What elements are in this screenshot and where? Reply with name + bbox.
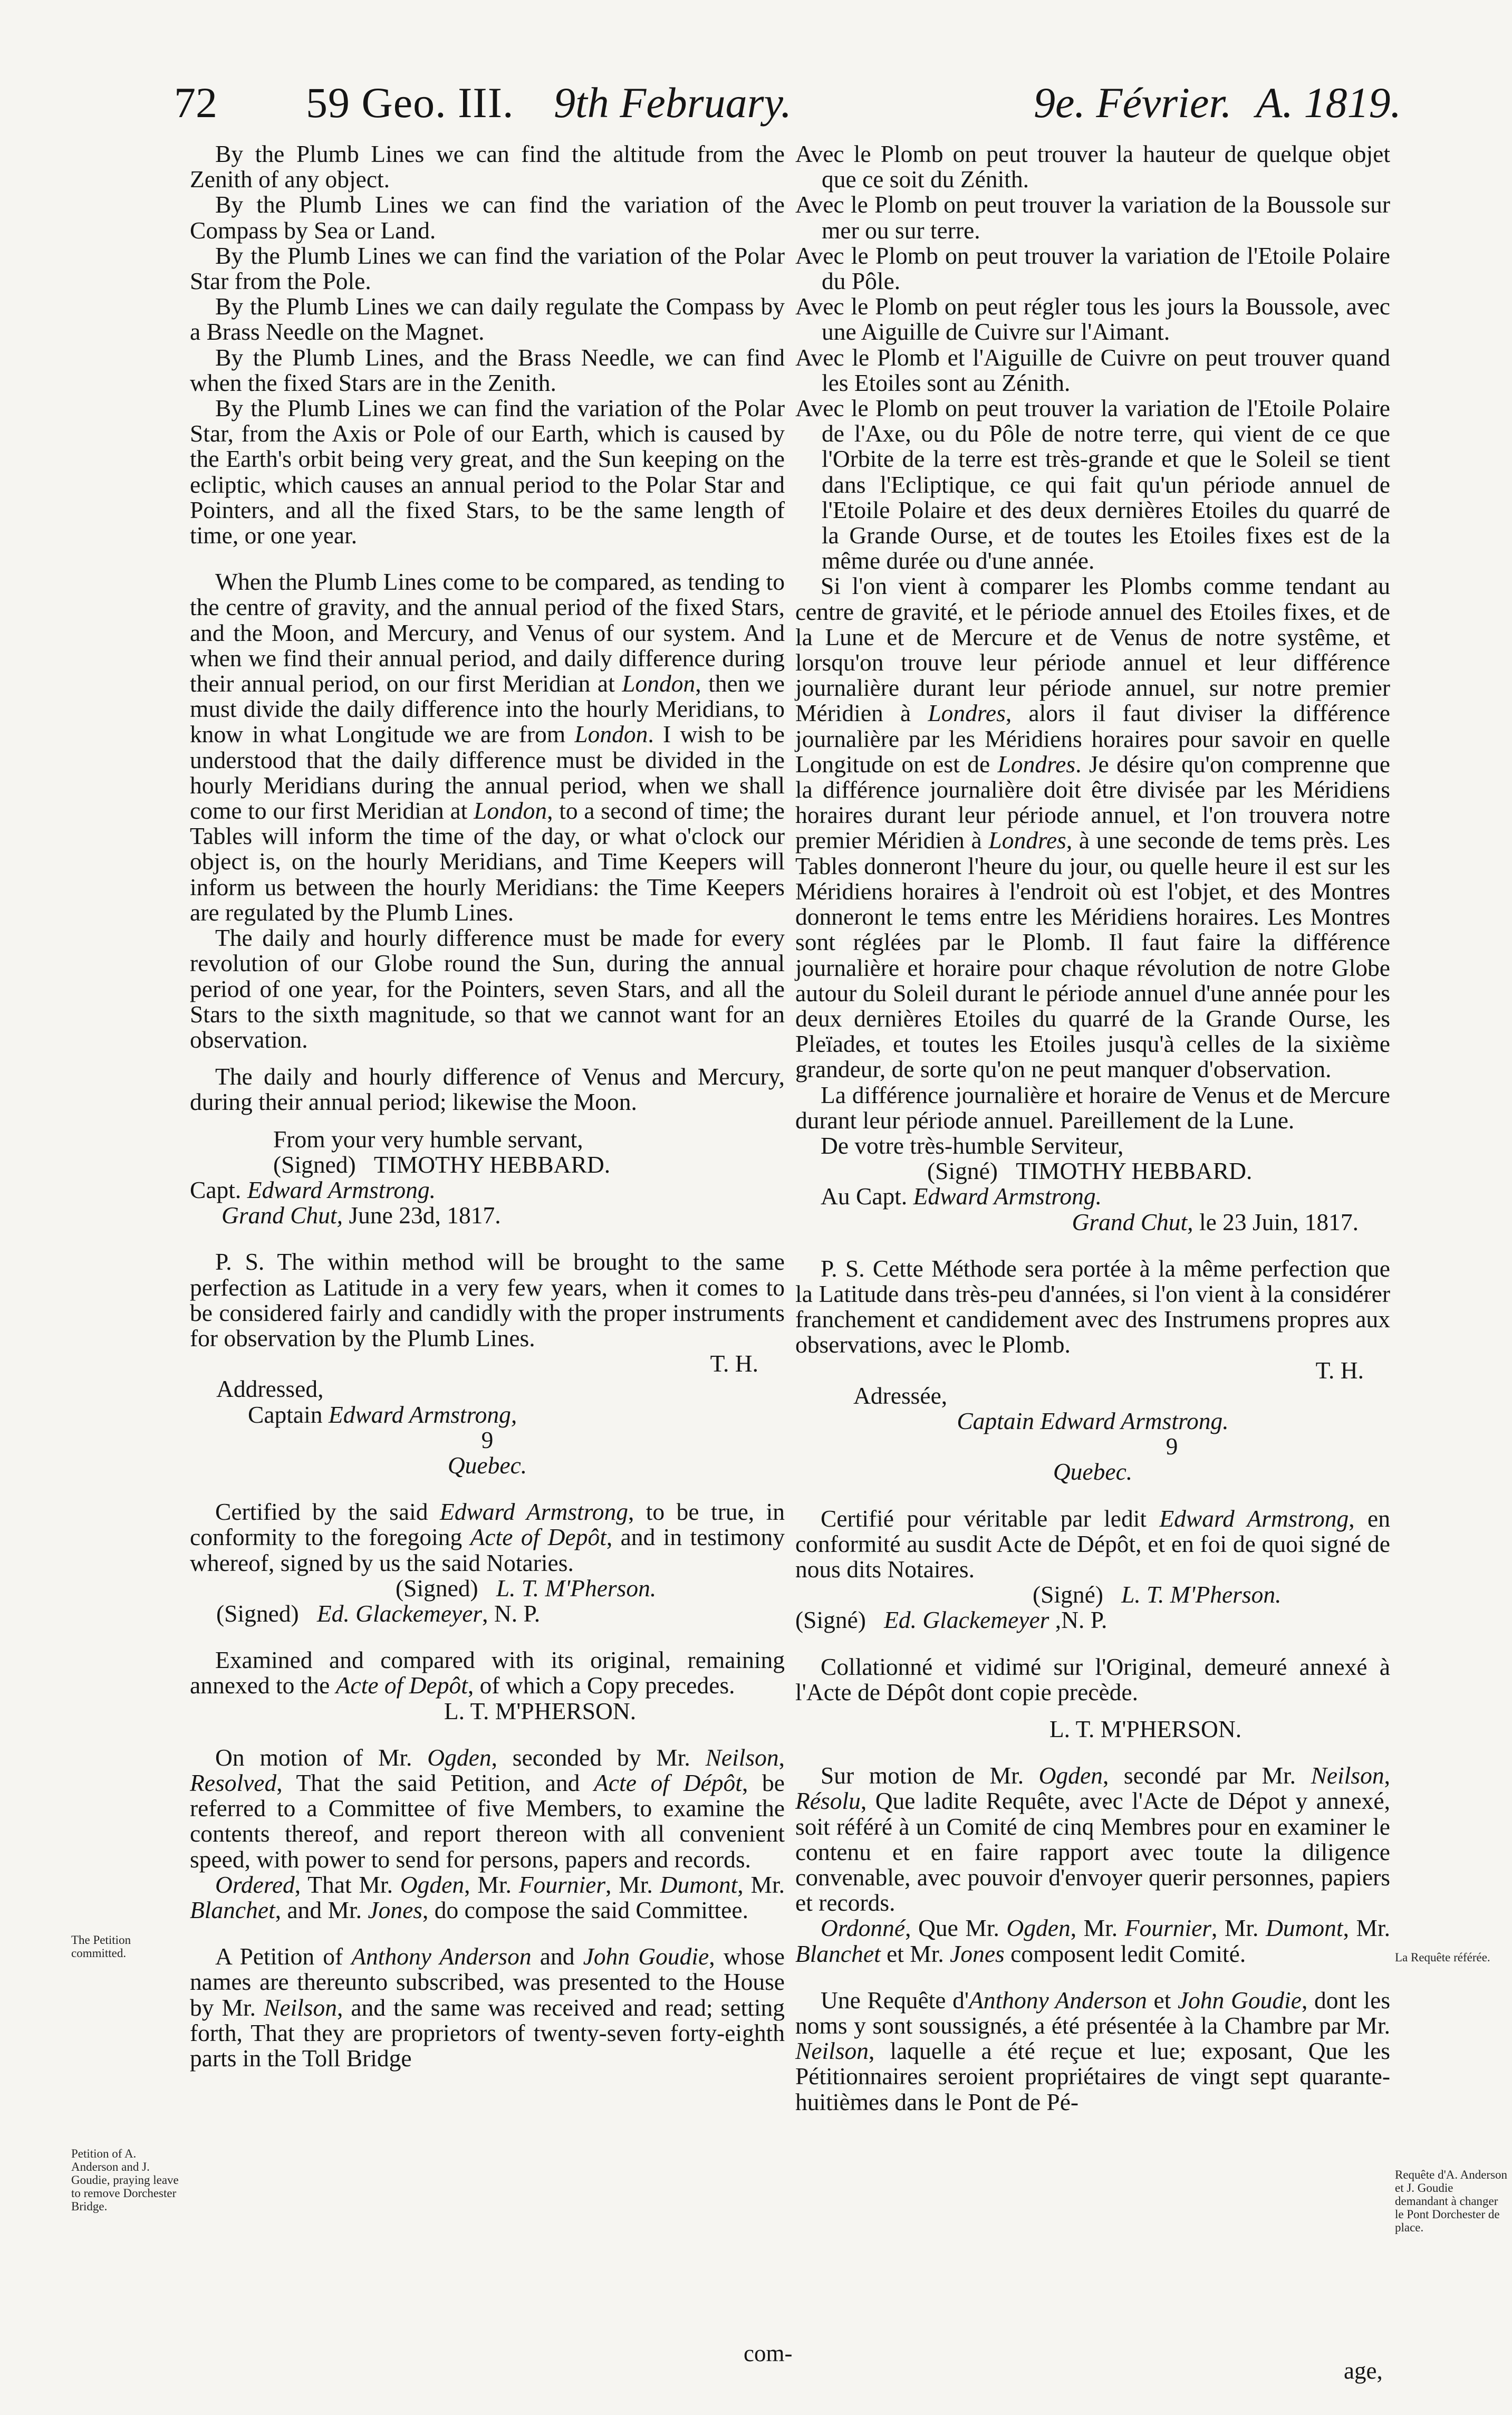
paragraph: Avec le Plomb on peut trouver la variation de l'Etoile Polaire de l'Axe, ou du Pôle de notre terre, qui vient de ce que l'Orbite de la terre est très-grande et que le Soleil se tient dans l'Ecliptique, ce qui fait qu'un période annuel de l'Etoile Polaire et des deux dernières Etoiles du quarré de la Grande Ourse, et de toutes les Etoiles fixes est de la même durée ou d'une année. [795, 395, 1390, 574]
address-city: Quebec. [447, 1451, 527, 1479]
address-name: Captain Edward Armstrong, [248, 1401, 517, 1428]
motion-paragraph: Sur motion de Mr. Ogden, secondé par Mr. Neilson, Résolu, Que ladite Requête, avec l'Acte de Dépot y annexé, soit référé à un Comité de cinq Membres pour en examiner le contenu et en faire rapport avec toute la diligence convenable, avec pouvoir d'envoyer querir personnes, papiers et records. [795, 1762, 1390, 1916]
postscript: P. S. The within method will be brought to the same perfection as Latitude in a very few years, when it comes to be considered fairly and candidly with the proper instruments for observation by the Plumb Lines. [190, 1248, 785, 1352]
paragraph: Avec le Plomb et l'Aiguille de Cuivre on peut trouver quand les Etoiles sont au Zénith. [795, 343, 1390, 396]
signature-line: (Signé) TIMOTHY HEBBARD. [927, 1157, 1253, 1185]
margin-note: Petition of A. Anderson and J. Goudie, praying leave to remove Dorchester Bridge. [71, 2147, 179, 2213]
paragraph: Avec le Plomb on peut trouver la variation de l'Etoile Polaire du Pôle. [795, 242, 1390, 295]
page-number: 72 [174, 79, 217, 127]
letter-closing: De votre très-humble Serviteur, [821, 1132, 1124, 1159]
examiner-signature: L. T. M'PHERSON. [444, 1697, 637, 1724]
postscript-initials: T. H. [1315, 1356, 1364, 1384]
address-number: 9 [1166, 1433, 1178, 1460]
examination-note: Collationné et vidimé sur l'Original, demeuré annexé à l'Acte de Dépôt dont copie precède. [795, 1653, 1390, 1705]
year: A. 1819. [1256, 79, 1401, 127]
notary-signature: (Signé) L. T. M'Pherson. [1033, 1581, 1282, 1608]
addressee-line: Capt. Edward Armstrong. [190, 1176, 436, 1203]
certification: Certified by the said Edward Armstrong, to be true, in conformity to the foregoing Acte of Depôt, and in testimony whereof, signed by us the said Notaries. [190, 1498, 785, 1576]
margin-note: The Petition committed. [71, 1933, 131, 1960]
paragraph: Avec le Plomb on peut trouver la hauteur de quelque objet que ce soit du Zénith. [795, 140, 1390, 193]
margin-note: Requête d'A. Anderson et J. Goudie demandant à changer le Pont Dorchester de place. [1395, 2168, 1508, 2234]
paragraph: By the Plumb Lines we can find the variation of the Polar Star, from the Axis or Pole of our Earth, which is caused by the Earth's orbit being very great, and the Sun keeping on the ecliptic, which causes an annual period to the Polar Star and Pointers, and all the fixed Stars, to be the same length of time, or one year. [190, 395, 785, 549]
addressed-label: Addressed, [216, 1375, 324, 1403]
addressed-label: Adressée, [853, 1382, 948, 1409]
date-french: 9e. Février. [1034, 79, 1232, 127]
paragraph: La différence journalière et horaire de Venus et de Mercure durant leur période annuel. Pareillement de la Lune. [795, 1081, 1390, 1134]
addressee-line: Au Capt. Edward Armstrong. [821, 1183, 1102, 1210]
notary-signature: (Signed) L. T. M'Pherson. [396, 1574, 657, 1602]
paragraph: By the Plumb Lines we can find the altitude from the Zenith of any object. [190, 140, 785, 193]
place-date-line: Grand Chut, le 23 Juin, 1817. [1072, 1208, 1359, 1235]
certification: Certifié pour véritable par ledit Edward Armstrong, en conformité au susdit Acte de Dépôt, et en foi de quoi signé de nous dits Notaires. [795, 1504, 1390, 1583]
date-english: 9th February. [554, 79, 792, 127]
motion-paragraph: On motion of Mr. Ogden, seconded by Mr. Neilson, Resolved, That the said Petition, and Acte of Dépôt, be referred to a Committee of five Members, to examine the contents thereof, and report thereon with all convenient speed, with power to send for persons, papers and records. [190, 1743, 785, 1873]
place-date-line: Grand Chut, June 23d, 1817. [221, 1202, 501, 1229]
running-header [174, 74, 1401, 137]
paragraph: By the Plumb Lines we can daily regulate the Compass by a Brass Needle on the Magnet. [190, 293, 785, 346]
address-number: 9 [481, 1426, 494, 1453]
paragraph: By the Plumb Lines we can find the variation of the Polar Star from the Pole. [190, 242, 785, 295]
examiner-signature: L. T. M'PHERSON. [1049, 1715, 1242, 1742]
paragraph: By the Plumb Lines we can find the variation of the Compass by Sea or Land. [190, 191, 785, 244]
paragraph: Avec le Plomb on peut trouver la variation de la Boussole sur mer ou sur terre. [795, 191, 1390, 244]
notary-signature: (Signed) Ed. Glackemeyer, N. P. [216, 1599, 541, 1627]
paragraph: Avec le Plomb on peut régler tous les jours la Boussole, avec une Aiguille de Cuivre sur l'Aimant. [795, 293, 1390, 346]
order-paragraph: Ordered, That Mr. Ogden, Mr. Fournier, Mr. Dumont, Mr. Blanchet, and Mr. Jones, do compose the said Committee. [190, 1871, 785, 1923]
letter-closing: From your very humble servant, [273, 1125, 583, 1153]
paragraph: The daily and hourly difference must be made for every revolution of our Globe round the Sun, during the annual period of one year, for the Pointers, seven Stars, and all the Stars to the sixth magnitude, so that we cannot want for an observation. [190, 924, 785, 1053]
catchword-english: com- [744, 2340, 793, 2366]
paragraph: Si l'on vient à comparer les Plombs comme tendant au centre de gravité, et le période annuel des Etoiles fixes, et de la Lune et de Mercure et de Venus de notre systême, et lorsqu'on trouve leur période annuel et leur différence journalière durant leur période annuel, sur notre premier Méridien à Londres, alors il faut diviser la différence journalière par les Méridiens horaires pour savoir en quelle Longitude on est de Londres. Je désire qu'on comprenne que la différence journalière doit être divisée par les Méridiens horaires durant leur période annuel, et l'on trouvera notre premier Méridien à Londres, à une seconde de tems près. Les Tables donneront l'heure du jour, ou quelle heure il est sur les Méridiens horaires à l'endroit où est l'objet, et des Montres donneront le tems entre les Méridiens horaires. Les Montres sont réglées par le Plomb. Il faut faire la différence journalière et horaire pour chaque révolution de notre Globe autour du Soleil durant le période annuel d'une année pour les deux dernières Etoiles du quarré de la Grande Ourse, les Pleïades, et toutes les Etoiles jusqu'à celles de la sixième grandeur, de sorte qu'on ne peut manquer d'observation. [795, 572, 1391, 1083]
postscript-initials: T. H. [710, 1350, 758, 1377]
notary-signature: (Signé) Ed. Glackemeyer ,N. P. [795, 1606, 1107, 1634]
signature-line: (Signed) TIMOTHY HEBBARD. [273, 1151, 611, 1178]
paragraph: When the Plumb Lines come to be compared, as tending to the centre of gravity, and the annual period of the fixed Stars, and the Moon, and Mercury, and Venus of our system. And when we find their annual period, and daily difference during their annual period, on our first Meridian at London, then we must divide the daily difference into the hourly Meridians, to know in what Longitude we are from London. I wish to be understood that the daily difference must be divided in the hourly Meridians during the annual period, when we shall come to our first Meridian at London, to a second of time; the Tables will inform the time of the day, or what o'clock our object is, on the hourly Meridians, and Time Keepers will inform us between the hourly Meridians: the Time Keepers are regulated by the Plumb Lines. [190, 568, 785, 926]
petition-paragraph: A Petition of Anthony Anderson and John Goudie, whose names are thereunto subscribed, was presented to the House by Mr. Neilson, and the same was received and read; setting forth, That they are proprietors of twenty-seven forty-eighth parts in the Toll Bridge [190, 1943, 785, 2072]
english-column [190, 141, 785, 2071]
paragraph: The daily and hourly difference of Venus and Mercury, during their annual period; likewise the Moon. [190, 1063, 785, 1116]
examination-note: Examined and compared with its original, remaining annexed to the Acte of Depôt, of which a Copy precedes. [190, 1646, 785, 1699]
postscript: P. S. Cette Méthode sera portée à la même perfection que la Latitude dans très-peu d'années, si l'on vient à la considérer franchement et candidement avec des Instrumens propres aux observations, avec le Plomb. [795, 1254, 1390, 1358]
petition-paragraph: Une Requête d'Anthony Anderson et John Goudie, dont les noms y sont soussignés, a été présentée à la Chambre par Mr. Neilson, laquelle a été reçue et lue; exposant, Que les Pétitionnaires seroient propriétaires de vingt sept quarante-huitièmes dans le Pont de Pé- [795, 1986, 1391, 2115]
margin-note: La Requête référée. [1395, 1951, 1490, 1964]
address-name: Captain Edward Armstrong. [957, 1407, 1229, 1434]
paragraph: By the Plumb Lines, and the Brass Needle, we can find when the fixed Stars are in the Zenith. [190, 343, 785, 396]
catchword-french: age, [1344, 2357, 1383, 2384]
address-city: Quebec. [1053, 1458, 1133, 1486]
order-paragraph: Ordonné, Que Mr. Ogden, Mr. Fournier, Mr. Dumont, Mr. Blanchet et Mr. Jones composent ledit Comité. [795, 1914, 1390, 1967]
regnal-year: 59 Geo. III. [306, 79, 514, 127]
french-column [795, 141, 1390, 2115]
